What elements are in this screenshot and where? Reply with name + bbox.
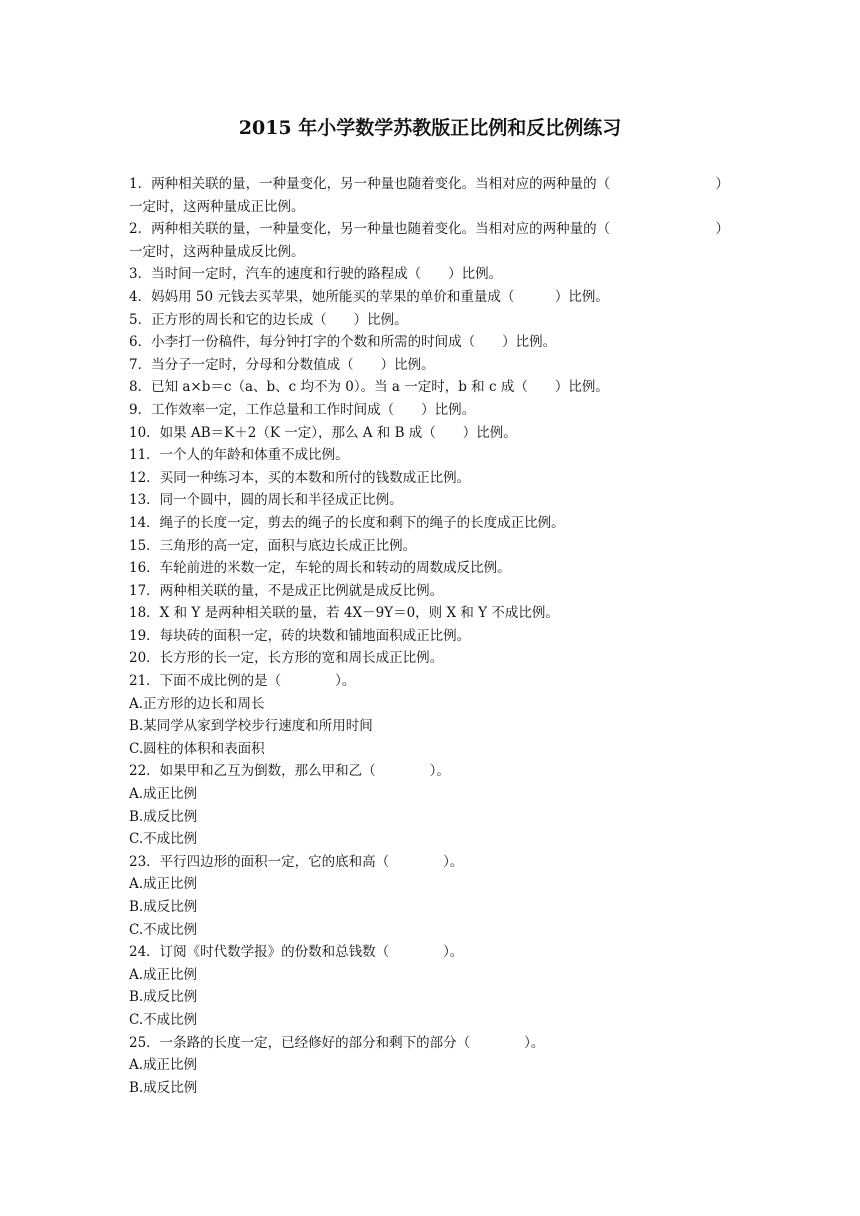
- question-22: 22．如果甲和乙互为倒数，那么甲和乙（ ）。: [129, 763, 450, 780]
- question-8: 8．已知 a×b＝c（a、b、c 均不为 0）。当 a 一定时，b 和 c 成（ ）比例。: [129, 379, 609, 396]
- question-9: 9．工作效率一定，工作总量和工作时间成（ ）比例。: [129, 401, 476, 418]
- question-21-option-c: C.圆柱的体积和表面积: [129, 740, 265, 757]
- question-1-paren-close: ）: [715, 176, 729, 192]
- question-4: 4．妈妈用 50 元钱去买苹果，她所能买的苹果的单价和重量成（ ）比例。: [129, 288, 609, 305]
- question-22-option-c: C.不成比例: [129, 831, 198, 848]
- question-list: [129, 173, 729, 1099]
- question-18: 18．X 和 Y 是两种相关联的量，若 4X－9Y＝0，则 X 和 Y 不成比例。: [129, 605, 559, 622]
- question-2-text: 2．两种相关联的量，一种量变化，另一种量也随着变化。当相对应的两种量的（: [129, 221, 611, 238]
- question-2-line-1: [129, 218, 729, 241]
- question-1-text: 1．两种相关联的量，一种量变化，另一种量也随着变化。当相对应的两种量的（: [129, 176, 611, 192]
- question-2-paren-close: ）: [715, 221, 729, 238]
- question-2-line-2: 一定时，这两种量成反比例。: [129, 243, 305, 260]
- question-15: 15．三角形的高一定，面积与底边长成正比例。: [129, 537, 417, 554]
- question-21: 21．下面不成比例的是（ ）。: [129, 673, 356, 690]
- question-25-option-a: A.成正比例: [129, 1057, 198, 1074]
- question-25: 25．一条路的长度一定，已经修好的部分和剩下的部分（ ）。: [129, 1034, 545, 1051]
- question-22-option-a: A.成正比例: [129, 786, 198, 803]
- question-10: 10．如果 AB＝K＋2（K 一定），那么 A 和 B 成（ ）比例。: [129, 424, 517, 441]
- page-title: 2015 年小学数学苏教版正比例和反比例练习: [238, 117, 622, 139]
- question-1-line-2: 一定时，这两种量成正比例。: [129, 198, 305, 215]
- question-24-option-c: C.不成比例: [129, 1011, 198, 1028]
- question-16: 16．车轮前进的米数一定，车轮的周长和转动的周数成反比例。: [129, 560, 511, 577]
- question-21-option-b: B.某同学从家到学校步行速度和所用时间: [129, 718, 373, 735]
- question-5: 5．正方形的周长和它的边长成（ ）比例。: [129, 311, 408, 328]
- question-20: 20．长方形的长一定，长方形的宽和周长成正比例。: [129, 650, 444, 667]
- question-25-option-b: B.成反比例: [129, 1079, 198, 1096]
- question-22-option-b: B.成反比例: [129, 808, 198, 825]
- question-17: 17．两种相关联的量，不是成正比例就是成反比例。: [129, 582, 444, 599]
- question-3: 3．当时间一定时，汽车的速度和行驶的路程成（ ）比例。: [129, 266, 503, 283]
- question-1-line-1: [129, 173, 729, 196]
- question-19: 19．每块砖的面积一定，砖的块数和铺地面积成正比例。: [129, 627, 471, 644]
- question-23-option-b: B.成反比例: [129, 899, 198, 915]
- question-24-option-a: A.成正比例: [129, 966, 198, 983]
- question-14: 14．绳子的长度一定，剪去的绳子的长度和剩下的绳子的长度成正比例。: [129, 514, 565, 531]
- question-23-option-a: A.成正比例: [129, 876, 198, 893]
- question-24: 24．订阅《时代数学报》的份数和总钱数（ ）。: [129, 944, 464, 961]
- question-21-option-a: A.正方形的边长和周长: [129, 695, 265, 712]
- question-13: 13．同一个圆中，圆的周长和半径成正比例。: [129, 492, 403, 509]
- question-6: 6．小李打一份稿件，每分钟打字的个数和所需的时间成（ ）比例。: [129, 334, 557, 351]
- question-12: 12．买同一种练习本，买的本数和所付的钱数成正比例。: [129, 469, 471, 486]
- question-23: 23．平行四边形的面积一定，它的底和高（ ）。: [129, 853, 464, 870]
- question-11: 11．一个人的年龄和体重不成比例。: [129, 447, 349, 464]
- question-23-option-c: C.不成比例: [129, 921, 198, 938]
- question-7: 7．当分子一定时，分母和分数值成（ ）比例。: [129, 356, 435, 373]
- question-24-option-b: B.成反比例: [129, 989, 198, 1006]
